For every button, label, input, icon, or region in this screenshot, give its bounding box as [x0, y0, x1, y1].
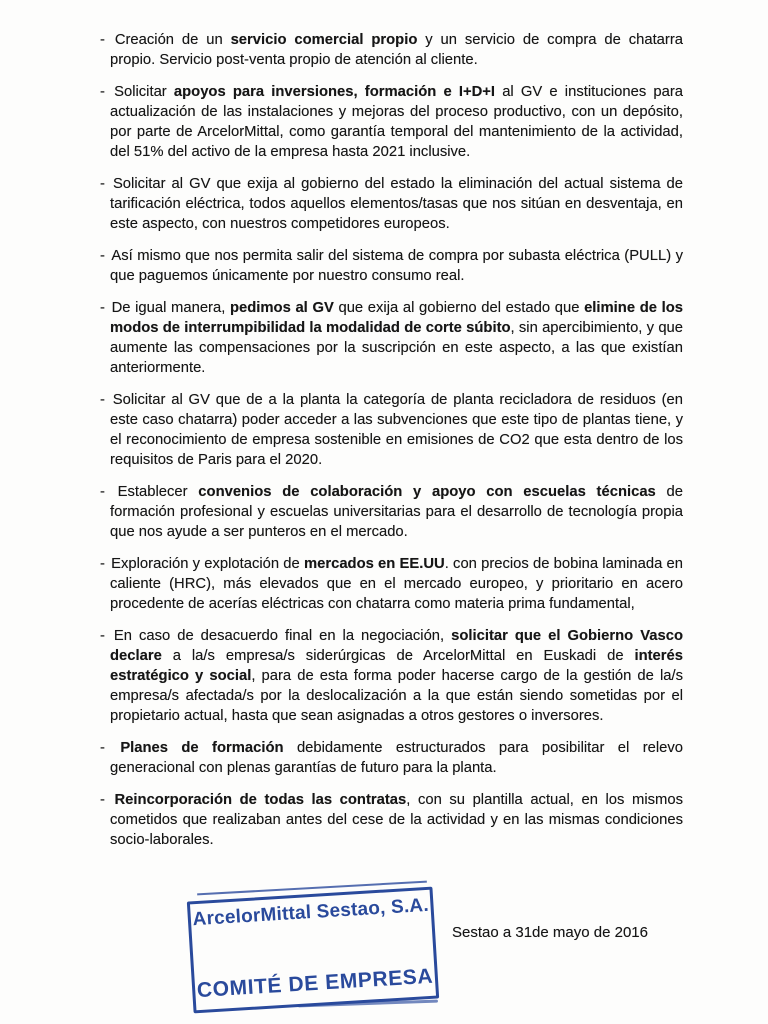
bullet-item [100, 626, 683, 726]
bullet-text: . con precios de bobina laminada en caliente (HRC), más elevados que en el mercado europeo, y prioritario en acero procedente de acerías eléctricas con chatarra como materia prima fundamental, [110, 556, 683, 612]
bullet-text: Exploración y explotación de [111, 556, 304, 572]
bullet-text: , para de esta forma poder hacerse cargo de la gestión de la/s empresa/s afectada/s por la deslocalización a la que están siendo sometidas por el propietario actual, hasta que sean asignadas a otros gestores o inversores. [110, 668, 684, 724]
bullet-text: , con su plantilla actual, en los mismos cometidos que realizaban antes del cese de la actividad y en las mismas condiciones socio-laborales. [110, 792, 683, 848]
bullet-dash: - [100, 300, 110, 316]
bullet-text: a la/s empresa/s siderúrgicas de ArcelorMittal en Euskadi de [161, 648, 635, 664]
bullet-text: y un servicio de compra de chatarra propio. Servicio post-venta propio de atención al cliente. [110, 32, 683, 68]
bullet-item [100, 390, 683, 470]
stamp-committee-label: COMITÉ DE EMPRESA [196, 964, 434, 1003]
bullet-text: Solicitar al GV que exija al gobierno del estado la eliminación del actual sistema de tarificación eléctrica, todos aquellos elementos/tasas que nos sitúan en desventaja, en este aspecto, con nuestros competidores europeos. [110, 176, 684, 232]
bullet-item [100, 554, 683, 614]
bullet-text-bold: elimine de los modos de interrumpibilidad la modalidad de corte súbito [110, 300, 683, 336]
bullet-dash: - [100, 556, 110, 572]
bullet-text: al GV e instituciones para actualización de las instalaciones y mejoras del proceso productivo, con un depósito, por parte de ArcelorMittal, como garantía temporal del mantenimiento de la actividad, del 51% del activo de la empresa hasta 2021 inclusive. [110, 84, 683, 160]
bullet-text: , sin apercibimiento, y que aumente las compensaciones por la suscripción en este aspecto, a las que existían anteriormente. [110, 320, 684, 376]
bullet-text-bold: Reincorporación de todas las contratas [114, 792, 407, 808]
bullet-text-bold: mercados en EE.UU [303, 556, 445, 572]
bullet-text-bold: pedimos al GV [229, 300, 334, 316]
bullet-text: Creación de un [114, 32, 231, 48]
bullet-text: debidamente estructurados para posibilitar el relevo generacional con plenas garantías de futuro para la planta. [110, 740, 683, 776]
bullet-text-bold: interés estratégico y social [110, 648, 683, 684]
bullet-text: Así mismo que nos permita salir del sistema de compra por subasta eléctrica (PULL) y que paguemos únicamente por nuestro consumo real. [110, 248, 683, 284]
bullet-item [100, 174, 683, 234]
company-stamp [187, 887, 439, 1014]
bullet-item [100, 298, 683, 378]
bullet-list [100, 30, 683, 862]
bullet-text: Solicitar al GV que de a la planta la categoría de planta recicladora de residuos (en este caso chatarra) poder acceder a las subvenciones que este tipo de plantas tiene, y el reconocimiento de empresa sostenible en emisiones de CO2 que esta dentro de los requisitos de Paris para el 2020. [110, 392, 684, 468]
bullet-dash: - [100, 392, 111, 408]
bullet-dash: - [100, 628, 112, 644]
bullet-item [100, 246, 683, 286]
bullet-text: De igual manera, [111, 300, 230, 316]
bullet-item [100, 738, 683, 778]
bullet-dash: - [100, 248, 110, 264]
bullet-text-bold: servicio comercial propio [230, 32, 418, 48]
bullet-text: que exija al gobierno del estado que [333, 300, 585, 316]
bullet-text: Solicitar [114, 84, 174, 100]
bullet-text-bold: Planes de formación [120, 740, 284, 756]
bullet-dash: - [100, 176, 111, 192]
bullet-dash: - [100, 84, 113, 100]
bullet-item [100, 790, 683, 850]
bullet-dash: - [100, 740, 119, 756]
bullet-item [100, 482, 683, 542]
bullet-item [100, 82, 683, 162]
date-line: Sestao a 31de mayo de 2016 [452, 924, 648, 941]
bullet-dash: - [100, 32, 113, 48]
stamp-company-name: ArcelorMittal Sestao, S.A. [192, 894, 430, 931]
bullet-dash: - [100, 484, 116, 500]
bullet-text: En caso de desacuerdo final en la negociación, [113, 628, 452, 644]
bullet-dash: - [100, 792, 113, 808]
bullet-text-bold: apoyos para inversiones, formación e I+D+I [173, 84, 496, 100]
bullet-text-bold: solicitar que el Gobierno Vasco declare [110, 628, 683, 664]
bullet-text: de formación profesional y escuelas universitarias para el desarrollo de tecnología propia que nos ayude a ser punteros en el mercado. [110, 484, 683, 540]
bullet-text-bold: convenios de colaboración y apoyo con escuelas técnicas [198, 484, 656, 500]
bullet-item [100, 30, 683, 70]
bullet-text: Establecer [117, 484, 199, 500]
